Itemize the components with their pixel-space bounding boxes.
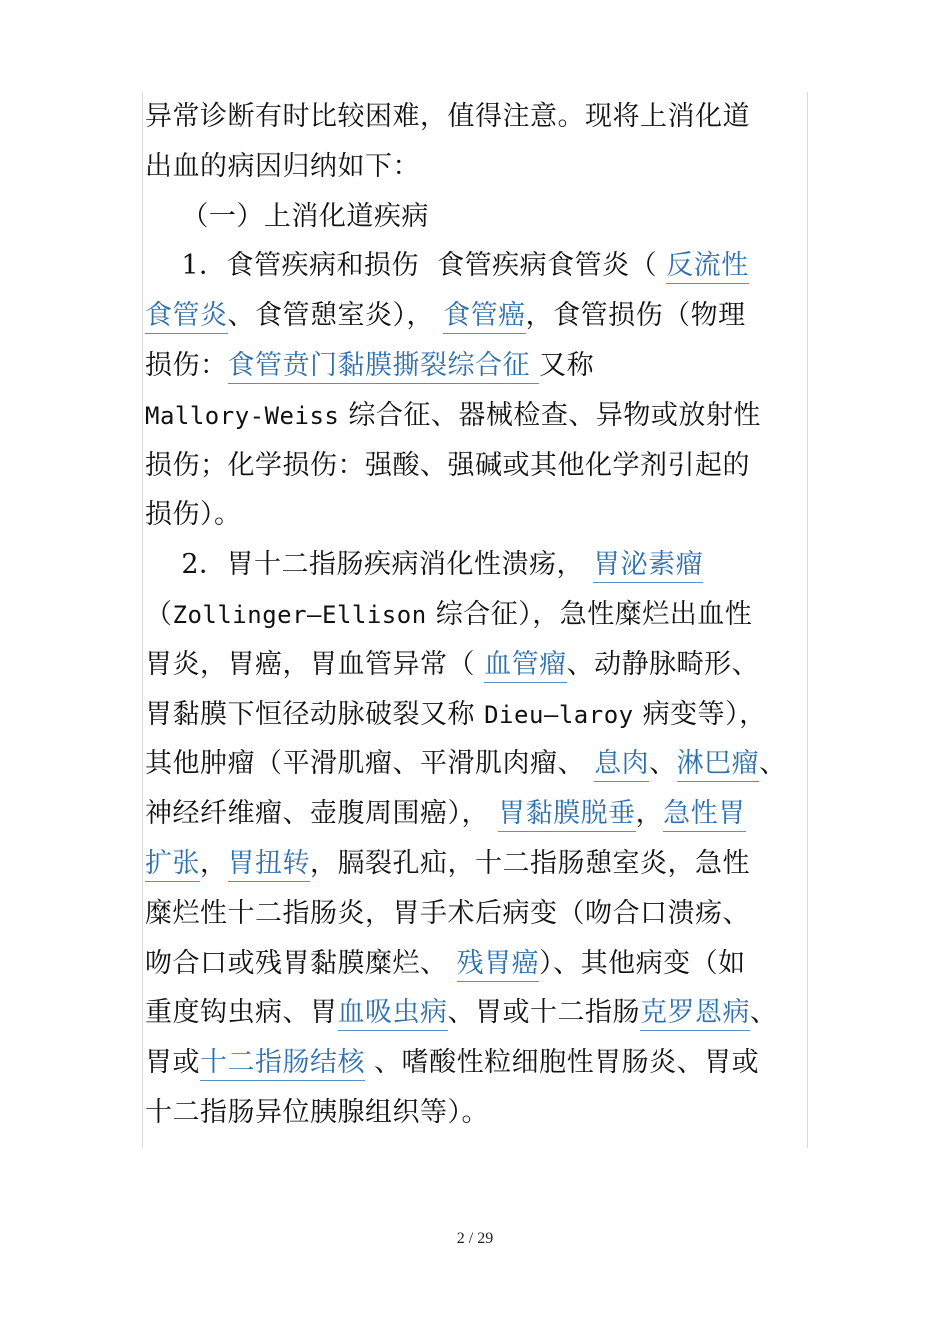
text-segment: 胃黏膜下恒径动脉破裂又称	[145, 698, 485, 730]
hyperlink[interactable]: 扩张	[145, 848, 200, 882]
text-segment: 胃炎，胃癌，胃血管异常（	[145, 648, 485, 680]
text-segment: Mallory-Weiss	[145, 401, 340, 430]
text-segment: 损伤；化学损伤：强酸、强碱或其他化学剂引起的	[145, 449, 750, 481]
text-line	[145, 988, 778, 1038]
text-line	[145, 939, 746, 989]
text-segment: ，	[635, 798, 664, 830]
text-segment: 病变等），	[633, 698, 767, 730]
text-segment: 十二指肠异位胰腺组织等）。	[145, 1097, 489, 1128]
text-segment: 2．胃十二指肠疾病消化性溃疡，	[145, 549, 594, 581]
text-segment: 又称	[539, 350, 595, 381]
text-segment: 1．食管疾病和损伤 食管疾病食管炎（	[145, 250, 667, 282]
text-line	[145, 341, 594, 391]
text-line	[145, 739, 787, 789]
text-segment: Dieu—laroy	[484, 700, 634, 729]
text-segment: 吻合口或残胃黏膜糜烂、	[145, 947, 457, 979]
text-segment: ）、其他病变（如	[539, 947, 746, 979]
text-segment: 、胃或十二指肠	[447, 997, 640, 1029]
text-segment: 、动静脉畸形、	[566, 648, 760, 680]
text-segment: 损伤）。	[145, 499, 242, 531]
text-segment: 重度钩虫病、胃	[145, 997, 338, 1029]
hyperlink[interactable]: 淋巴瘤	[677, 748, 760, 782]
text-line	[145, 291, 746, 341]
hyperlink[interactable]: 血管瘤	[484, 649, 567, 683]
text-line	[145, 490, 242, 540]
text-line	[145, 142, 420, 192]
hyperlink[interactable]: 胃扭转	[228, 848, 311, 882]
text-segment: （	[145, 599, 173, 630]
hyperlink[interactable]: 残胃癌	[457, 948, 540, 982]
text-segment: 综合征、器械检查、异物或放射性	[339, 399, 761, 431]
text-segment: 、食管憩室炎），	[227, 300, 444, 332]
text-line	[145, 690, 767, 740]
hyperlink[interactable]: 血吸虫病	[338, 997, 448, 1031]
hyperlink[interactable]: 胃黏膜脱垂	[498, 798, 636, 832]
text-segment: （一）上消化道疾病	[145, 200, 429, 232]
hyperlink[interactable]: 急性胃	[663, 798, 746, 832]
text-segment: Zollinger—Ellison	[172, 601, 427, 629]
text-segment: 综合征），急性糜烂出血性	[426, 599, 753, 630]
text-segment: 、嗜酸性粒细胞性胃肠炎、胃或	[365, 1047, 760, 1079]
text-segment: 胃或	[145, 1047, 200, 1079]
hyperlink[interactable]: 十二指肠结核	[200, 1047, 365, 1081]
text-segment: 异常诊断有时比较困难，值得注意。现将上消化道	[145, 101, 750, 132]
hyperlink[interactable]: 反流性	[666, 250, 749, 284]
text-line	[145, 1088, 489, 1138]
text-segment: 、	[759, 748, 787, 780]
text-segment: ，食管损伤（物理	[525, 300, 746, 332]
text-line	[145, 1038, 759, 1088]
text-line	[145, 789, 746, 839]
text-line	[145, 640, 759, 690]
text-line	[145, 441, 750, 491]
text-segment: 其他肿瘤（平滑肌瘤、平滑肌肉瘤、	[145, 748, 595, 780]
text-segment: 、	[750, 997, 778, 1029]
text-line	[145, 92, 750, 142]
text-segment: 神经纤维瘤、壶腹周围癌），	[145, 798, 499, 830]
text-line	[145, 540, 703, 590]
text-segment: 糜烂性十二指肠炎，胃手术后病变（吻合口溃疡、	[145, 897, 750, 929]
text-segment: ，	[200, 848, 228, 879]
hyperlink[interactable]: 胃泌素瘤	[593, 549, 703, 583]
hyperlink[interactable]: 食管贲门黏膜撕裂综合征	[228, 350, 540, 384]
text-line	[145, 241, 749, 291]
hyperlink[interactable]: 食管癌	[443, 300, 526, 334]
text-line	[145, 391, 761, 441]
hyperlink[interactable]: 食管炎	[145, 300, 228, 334]
text-segment: 出血的病因归纳如下：	[145, 150, 420, 182]
hyperlink[interactable]: 克罗恩病	[640, 997, 750, 1031]
text-line	[145, 590, 752, 640]
text-segment: 、	[649, 748, 677, 780]
text-line	[145, 839, 750, 889]
text-line	[145, 192, 429, 242]
text-line	[145, 889, 750, 939]
page-number: 2 / 29	[456, 1230, 494, 1247]
text-segment: 损伤：	[145, 350, 228, 381]
text-segment: ，膈裂孔疝，十二指肠憩室炎，急性	[310, 848, 750, 879]
hyperlink[interactable]: 息肉	[594, 748, 649, 782]
